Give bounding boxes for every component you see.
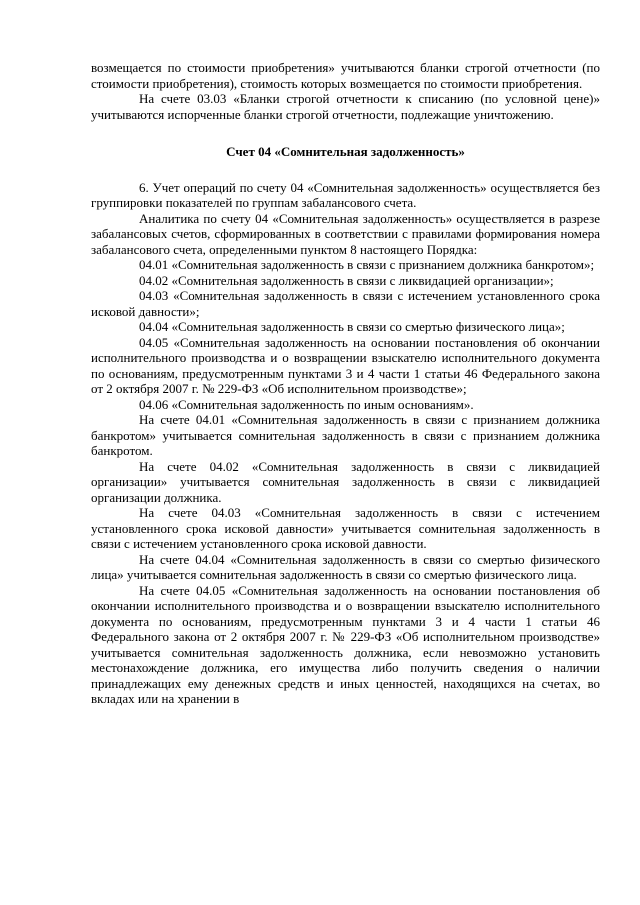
paragraph-04-01: На счете 04.01 «Сомнительная задолженность в связи с признанием должника банкротом» учитывается сомнительная задолженность в связи с признанием должника банкротом. bbox=[91, 412, 600, 458]
paragraph-04-05: На счете 04.05 «Сомнительная задолженность на основании постановления об окончании исполнительного производства и о возвращении взыскателю исполнительного документа по основаниям, предусмотренным пунктами 3 и 4 части 1 статьи 46 Федерального закона от 2 октября 2007 г. № 229-ФЗ «Об исполнительном производстве» учитывается сомнительная задолженность должника, если невозможно установить местонахождение должника, его имущества либо получить сведения о наличии принадлежащих ему денежных средств и иных ценностей, находящихся на счетах, во вкладах или на хранении в bbox=[91, 582, 600, 706]
paragraph-04-04: На счете 04.04 «Сомнительная задолженность в связи со смертью физического лица» учитывается сомнительная задолженность в связи со смертью физического лица. bbox=[91, 551, 600, 582]
list-item-04-01: 04.01 «Сомнительная задолженность в связи с признанием должника банкротом»; bbox=[139, 257, 595, 272]
list-item-04-05: 04.05 «Сомнительная задолженность на основании постановления об окончании исполнительного производства и о возвращении взыскателю исполнительного документа по основаниям, предусмотренным пунктами 3 и 4 части 1 статьи 46 Федерального закона от 2 октября 2007 г. № 229-ФЗ «Об исполнительном производстве»; bbox=[91, 334, 600, 396]
section-heading: Счет 04 «Сомнительная задолженность» bbox=[226, 144, 465, 159]
list-item-04-04: 04.04 «Сомнительная задолженность в связи со смертью физического лица»; bbox=[139, 319, 565, 334]
paragraph-04-03: На счете 04.03 «Сомнительная задолженность в связи с истечением установленного срока исковой давности» учитывается сомнительная задолженность в связи с истечением установленного срока исковой давности. bbox=[91, 505, 600, 551]
paragraph-04-02: На счете 04.02 «Сомнительная задолженность в связи с ликвидацией организации» учитывается сомнительная задолженность в связи с ликвидацией организации должника. bbox=[91, 458, 600, 505]
paragraph-6: 6. Учет операций по счету 04 «Сомнительная задолженность» осуществляется без группировки показателей по группам забалансового счета. bbox=[91, 179, 600, 210]
paragraph-03-03: На счете 03.03 «Бланки строгой отчетности к списанию (по условной цене)» учитываются испорченные бланки строгой отчетности, подлежащие уничтожению. bbox=[91, 91, 600, 122]
list-item-04-03: 04.03 «Сомнительная задолженность в связи с истечением установленного срока исковой давности»; bbox=[91, 288, 600, 319]
list-item-04-06: 04.06 «Сомнительная задолженность по иным основаниям». bbox=[139, 396, 474, 412]
paragraph-analytics: Аналитика по счету 04 «Сомнительная задолженность» осуществляется в разрезе забалансовых счетов, сформированных в соответствии с правилами формирования номера забалансового счета, определенными пунктом 8 настоящего Порядка: bbox=[91, 210, 600, 257]
list-item-04-02: 04.02 «Сомнительная задолженность в связи с ликвидацией организации»; bbox=[139, 272, 554, 288]
paragraph-continuation: возмещается по стоимости приобретения» учитываются бланки строгой отчетности (по стоимости приобретения), стоимость которых возмещается по стоимости приобретения. bbox=[91, 60, 600, 91]
